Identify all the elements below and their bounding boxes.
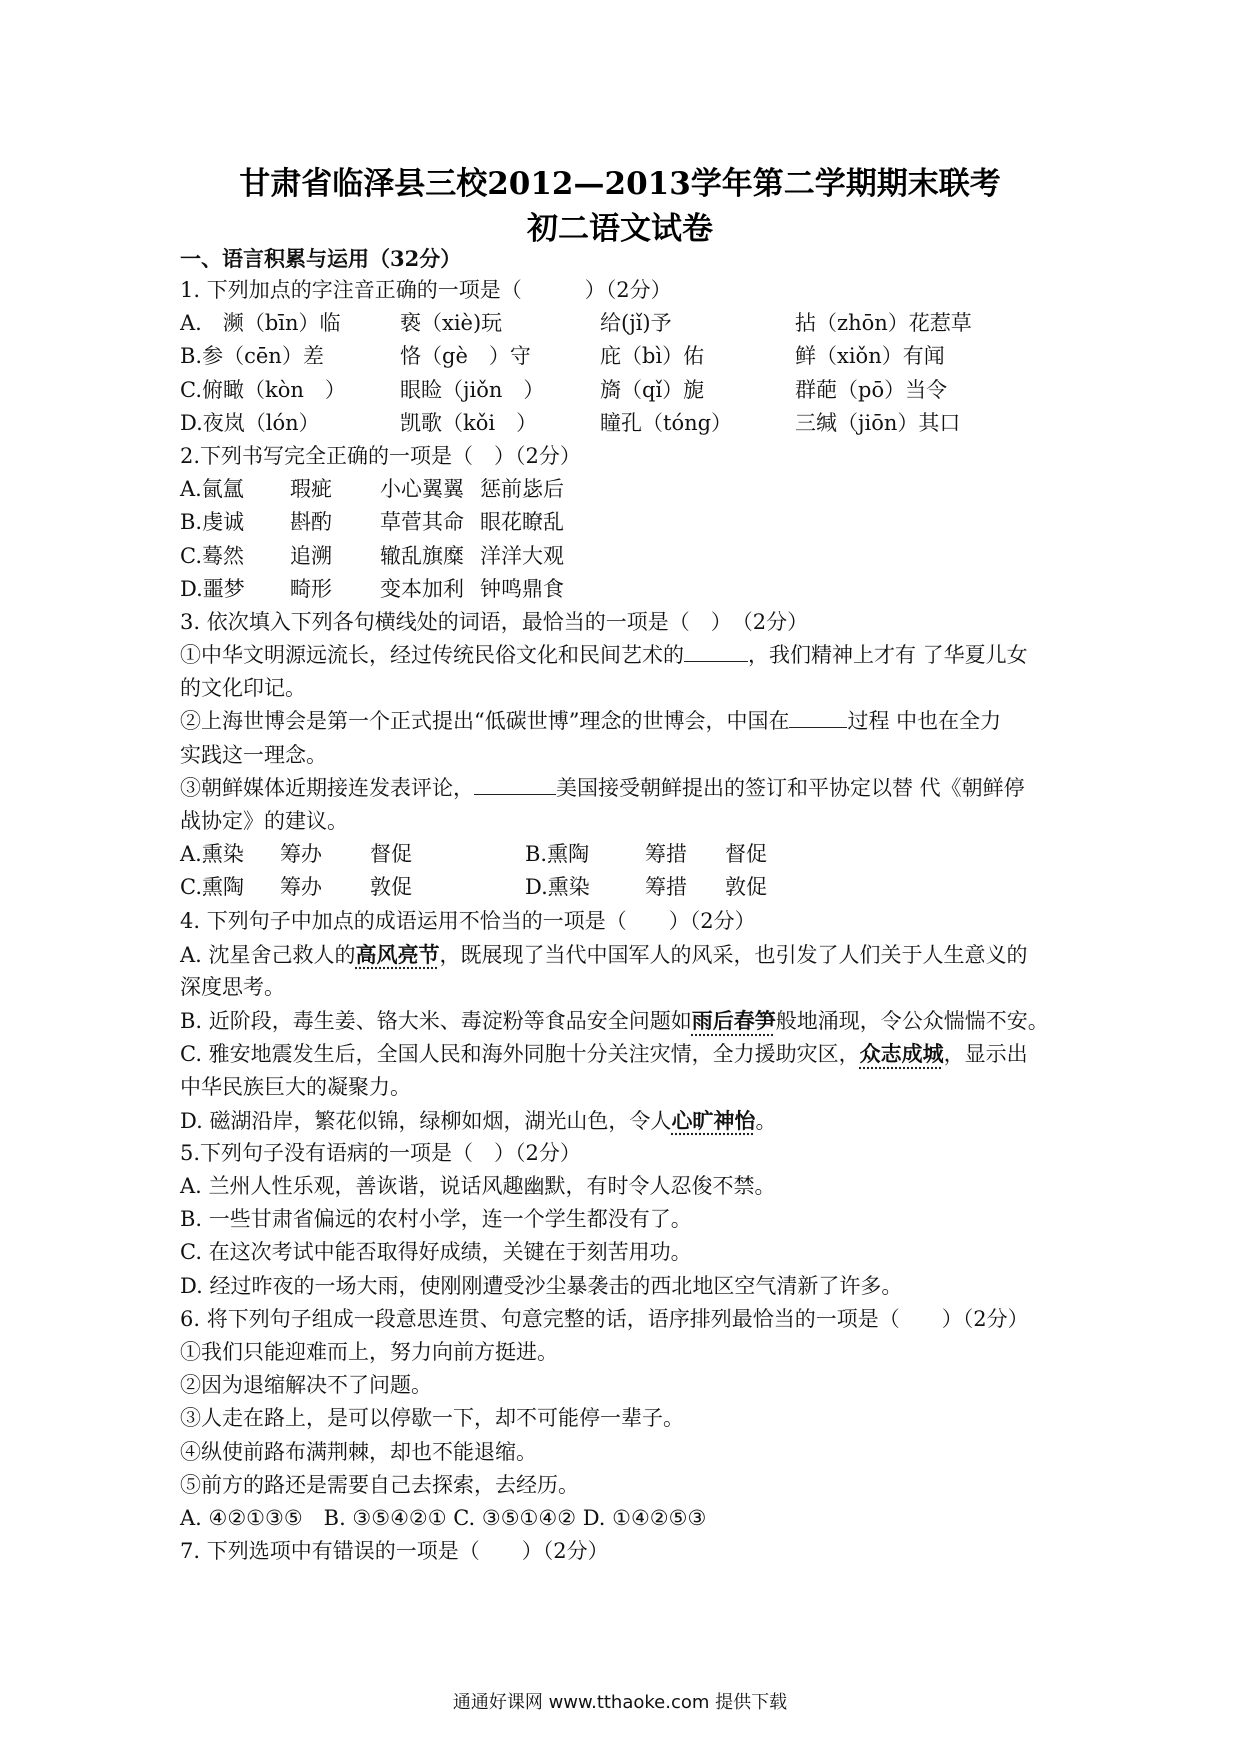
question-3-sentence-2-cont: 实践这一理念。 xyxy=(180,742,327,767)
option-cell: 敦促 xyxy=(725,875,767,900)
option-cell: C.俯瞰（kòn ） xyxy=(180,377,346,402)
question-2-option-c xyxy=(180,540,1080,573)
option-cell: 眼花瞭乱 xyxy=(480,510,564,535)
question-4-option-a xyxy=(180,938,1080,971)
option-cell: 三缄（jiōn）其口 xyxy=(795,410,961,435)
option-cell: 庇（bì）佑 xyxy=(600,344,705,369)
sentence-text: ①中华文明源远流长，经过传统民俗文化和民间艺术的 xyxy=(180,643,684,668)
question-5-option-c: C. 在这次考试中能否取得好成绩，关键在于刻苦用功。 xyxy=(180,1240,692,1265)
sentence-text: B. 近阶段，毒生姜、铬大米、毒淀粉等食品安全问题如 xyxy=(180,1009,692,1034)
option-cell: 凯歌（kǒi ） xyxy=(400,410,538,435)
option-cell: 追溯 xyxy=(290,543,332,568)
question-3-sentence-1 xyxy=(180,639,1080,672)
fill-blank xyxy=(474,774,556,795)
question-5-stem: 5.下列句子没有语病的一项是（ ）（2分） xyxy=(180,1140,581,1165)
option-cell: 恪（gè ）守 xyxy=(400,344,531,369)
question-1-option-d xyxy=(180,407,1080,440)
option-cell: 眼睑（jiǒn ） xyxy=(400,377,545,402)
question-3-sentence-1-cont: 的文化印记。 xyxy=(180,676,306,701)
question-5-option-d: D. 经过昨夜的一场大雨，使刚刚遭受沙尘暴袭击的西北地区空气清新了许多。 xyxy=(180,1273,903,1298)
option-cell: 筹办 xyxy=(280,875,322,900)
question-6-item-3: ③人走在路上，是可以停歇一下，却不可能停一辈子。 xyxy=(180,1406,684,1431)
option-cell: 敦促 xyxy=(370,875,412,900)
option-cell: 小心翼翼 xyxy=(380,477,464,502)
page-title: 甘肃省临泽县三校2012—2013学年第二学期期末联考 xyxy=(239,166,1001,202)
dotted-idiom: 雨后春笋 xyxy=(691,1008,776,1034)
sentence-text: A. 沈星舍己救人的 xyxy=(180,942,356,967)
question-1-option-c xyxy=(180,374,1080,407)
option-cell: 筹办 xyxy=(280,842,322,867)
option-cell: A.熏染 xyxy=(180,842,244,867)
question-4-option-a-cont: 深度思考。 xyxy=(180,974,285,999)
question-6-item-2: ②因为退缩解决不了问题。 xyxy=(180,1373,432,1398)
question-2-option-a xyxy=(180,473,1080,506)
option-cell: 筹措 xyxy=(645,875,687,900)
sentence-text: ③朝鲜媒体近期接连发表评论， xyxy=(180,775,474,800)
question-3-options-ab xyxy=(180,838,1080,871)
option-cell: 督促 xyxy=(370,842,412,867)
question-2-option-d xyxy=(180,573,1080,606)
option-cell: A. 濒（bīn）临 xyxy=(180,311,341,336)
option-cell: C.熏陶 xyxy=(180,875,244,900)
fill-blank xyxy=(684,641,748,662)
sentence-text: 美国接受朝鲜提出的签订和平协定以替 代《朝鲜停 xyxy=(556,775,1025,800)
option-cell: 洋洋大观 xyxy=(480,543,564,568)
question-2-option-b xyxy=(180,506,1080,539)
question-3-sentence-3 xyxy=(180,772,1080,805)
question-4-option-b xyxy=(180,1004,1080,1037)
dotted-idiom: 众志成城 xyxy=(859,1041,944,1067)
question-5-option-a: A. 兰州人性乐观，善诙谐，说话风趣幽默，有时令人忍俊不禁。 xyxy=(180,1174,776,1199)
question-3-stem: 3. 依次填入下列各句横线处的词语，最恰当的一项是（ ） （2分） xyxy=(180,609,809,634)
sentence-text: C. 雅安地震发生后，全国人民和海外同胞十分关注灾情，全力援助灾区， xyxy=(180,1042,860,1067)
dotted-idiom: 心旷神怡 xyxy=(671,1107,756,1133)
option-cell: 筹措 xyxy=(645,842,687,867)
option-cell: 鲜（xiǒn）有闻 xyxy=(795,344,945,369)
option-cell: 瞳孔（tóng） xyxy=(600,410,733,435)
question-4-option-c xyxy=(180,1037,1080,1070)
question-4-option-c-cont: 中华民族巨大的凝聚力。 xyxy=(180,1074,411,1099)
option-cell: 惩前毖后 xyxy=(480,477,564,502)
fill-blank xyxy=(789,707,847,728)
page-footer: 通通好课网 www.tthaoke.com 提供下载 xyxy=(452,1692,788,1713)
question-1-option-b xyxy=(180,340,1080,373)
question-6-item-4: ④纵使前路布满荆棘，却也不能退缩。 xyxy=(180,1439,537,1464)
option-cell: C.蓦然 xyxy=(180,543,244,568)
option-cell: B.虔诚 xyxy=(180,510,245,535)
sentence-text: 。 xyxy=(755,1108,777,1133)
question-7-stem: 7. 下列选项中有错误的一项是（ ）（2分） xyxy=(180,1539,609,1564)
sentence-text: ，显示出 xyxy=(943,1042,1028,1067)
option-cell: 变本加利 xyxy=(380,576,464,601)
option-cell: 瑕疵 xyxy=(290,477,332,502)
option-cell: 群葩（pō）当令 xyxy=(795,377,948,402)
question-4-stem: 4. 下列句子中加点的成语运用不恰当的一项是（ ）（2分） xyxy=(180,908,756,933)
option-cell: B.参（cēn）差 xyxy=(180,344,324,369)
option-cell: 畸形 xyxy=(290,576,332,601)
dotted-idiom: 高风亮节 xyxy=(355,941,440,967)
option-cell: 督促 xyxy=(725,842,767,867)
option-cell: 拈（zhōn）花惹草 xyxy=(795,311,972,336)
question-6-item-5: ⑤前方的路还是需要自己去探索，去经历。 xyxy=(180,1472,579,1497)
option-cell: 亵（xiè)玩 xyxy=(400,311,503,336)
sentence-text: 般地涌现，令公众惴惴不安。 xyxy=(775,1009,1049,1034)
sentence-text: D. 磁湖沿岸，繁花似锦，绿柳如烟，湖光山色，令人 xyxy=(180,1108,672,1133)
sentence-text: ，我们精神上才有 了华夏儿女 xyxy=(748,643,1028,668)
question-6-stem: 6. 将下列句子组成一段意思连贯、句意完整的话，语序排列最恰当的一项是（ ）（2分） xyxy=(180,1306,1029,1331)
section-heading: 一、语言积累与运用（32分） xyxy=(180,246,462,271)
question-6-item-1: ①我们只能迎难而上，努力向前方挺进。 xyxy=(180,1340,558,1364)
question-2-stem: 2.下列书写完全正确的一项是（ ）（2分） xyxy=(180,443,581,468)
option-cell: 草菅其命 xyxy=(380,510,464,535)
option-cell: D.熏染 xyxy=(525,875,590,900)
sentence-text: 过程 中也在全力 xyxy=(847,709,1002,734)
page-subtitle: 初二语文试卷 xyxy=(527,211,713,247)
option-cell: 给(jǐ)予 xyxy=(600,311,672,336)
question-1-stem: 1. 下列加点的字注音正确的一项是（ ）（2分） xyxy=(180,278,672,302)
question-list xyxy=(180,274,1080,1568)
option-cell: 辙乱旗糜 xyxy=(380,543,464,568)
option-cell: D.噩梦 xyxy=(180,576,245,601)
option-cell: 钟鸣鼎食 xyxy=(480,576,564,601)
option-cell: B.熏陶 xyxy=(525,842,590,867)
question-1-option-a xyxy=(180,307,1080,340)
question-6-answers: A. ④②①③⑤ B. ③⑤④②① C. ③⑤①④② D. ①④②⑤③ xyxy=(180,1505,707,1530)
sentence-text: ，既展现了当代中国军人的风采，也引发了人们关于人生意义的 xyxy=(439,942,1028,967)
option-cell: 旖（qǐ）旎 xyxy=(600,377,705,402)
option-cell: A.氤氲 xyxy=(180,477,244,502)
question-3-sentence-2 xyxy=(180,705,1080,738)
question-4-option-d xyxy=(180,1104,1080,1137)
question-3-options-cd xyxy=(180,871,1080,904)
option-cell: 斟酌 xyxy=(290,510,332,535)
option-cell: D.夜岚（lón） xyxy=(180,410,320,435)
question-3-sentence-3-cont: 战协定》的建议。 xyxy=(180,809,348,833)
sentence-text: ②上海世博会是第一个正式提出“低碳世博”理念的世博会，中国在 xyxy=(180,709,790,734)
question-5-option-b: B. 一些甘肃省偏远的农村小学，连一个学生都没有了。 xyxy=(180,1207,692,1232)
